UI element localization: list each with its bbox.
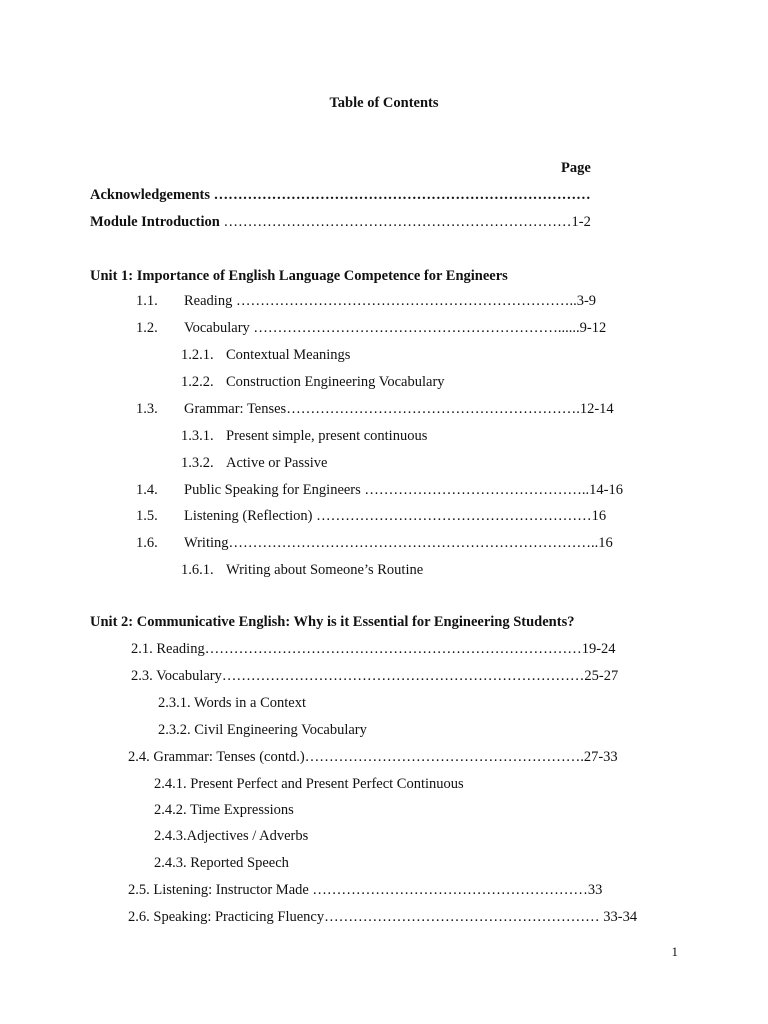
toc-entry-text: Construction Engineering Vocabulary: [226, 374, 445, 390]
toc-entry: 2.4.3.Adjectives / Adverbs: [154, 828, 309, 844]
toc-entry: 2.3.2. Civil Engineering Vocabulary: [158, 722, 367, 738]
toc-entry: 2.3. Vocabulary…………………………………………………………………25-27: [131, 668, 619, 684]
toc-entry: 2.4.2. Time Expressions: [154, 802, 294, 818]
toc-entry-number: 1.3.1.: [181, 428, 214, 444]
toc-entry-number: 1.2.2.: [181, 374, 214, 390]
footer-page-number: 1: [671, 944, 678, 959]
toc-entry-number: 1.3.2.: [181, 455, 214, 471]
unit1-heading: Unit 1: Importance of English Language Competence for Engineers: [90, 268, 508, 284]
page-column-header: Page: [561, 160, 591, 176]
toc-entry-number: 1.5.: [136, 508, 158, 524]
toc-module-introduction-leader: ………………………………………………………………1-2: [219, 214, 591, 230]
toc-entry-number: 1.3.: [136, 401, 158, 417]
toc-entry-text: Writing…………………………………………………………………..16: [184, 535, 613, 551]
toc-entry-text: Reading ……………………………………………………………..3-9: [184, 293, 597, 309]
toc-entry: 2.5. Listening: Instructor Made …………………………………………………33: [128, 882, 603, 898]
toc-entry: 2.4. Grammar: Tenses (contd.)………………………………………………….27-33: [128, 749, 618, 765]
page-title: Table of Contents: [329, 95, 439, 111]
toc-entry-text: Present simple, present continuous: [226, 428, 428, 444]
toc-entry-number: 1.4.: [136, 482, 158, 498]
toc-entry-text: Active or Passive: [226, 455, 328, 471]
toc-entry: 2.3.1. Words in a Context: [158, 695, 306, 711]
toc-module-introduction-label: Module Introduction: [90, 214, 220, 230]
toc-entry-text: Contextual Meanings: [226, 347, 351, 363]
toc-entry-number: 1.2.: [136, 320, 158, 336]
toc-entry-text: Listening (Reflection) …………………………………………………16: [184, 508, 607, 524]
toc-entry-number: 1.6.1.: [181, 562, 214, 578]
toc-module-introduction: [90, 213, 591, 231]
toc-entry-number: 1.1.: [136, 293, 158, 309]
toc-entry-text: Writing about Someone’s Routine: [226, 562, 424, 578]
toc-entry-text: Grammar: Tenses…………………………………………………….12-14: [184, 401, 614, 417]
toc-entry: 2.6. Speaking: Practicing Fluency………………………………………………… 33-34: [128, 909, 638, 925]
toc-entry: 2.4.1. Present Perfect and Present Perfect Continuous: [154, 776, 464, 792]
unit2-heading: Unit 2: Communicative English: Why is it Essential for Engineering Students?: [90, 614, 575, 630]
toc-entry-text: Public Speaking for Engineers ………………………………………..14-16: [184, 482, 623, 498]
toc-entry: 2.4.3. Reported Speech: [154, 855, 289, 871]
toc-entry: 2.1. Reading……………………………………………………………………19-24: [131, 641, 616, 657]
toc-entry-text: Vocabulary ………………………………………………………......9-12: [184, 320, 607, 336]
toc-entry-number: 1.6.: [136, 535, 158, 551]
toc-entry-number: 1.2.1.: [181, 347, 214, 363]
toc-acknowledgements: Acknowledgements ……………………………………………………………………: [90, 187, 591, 203]
